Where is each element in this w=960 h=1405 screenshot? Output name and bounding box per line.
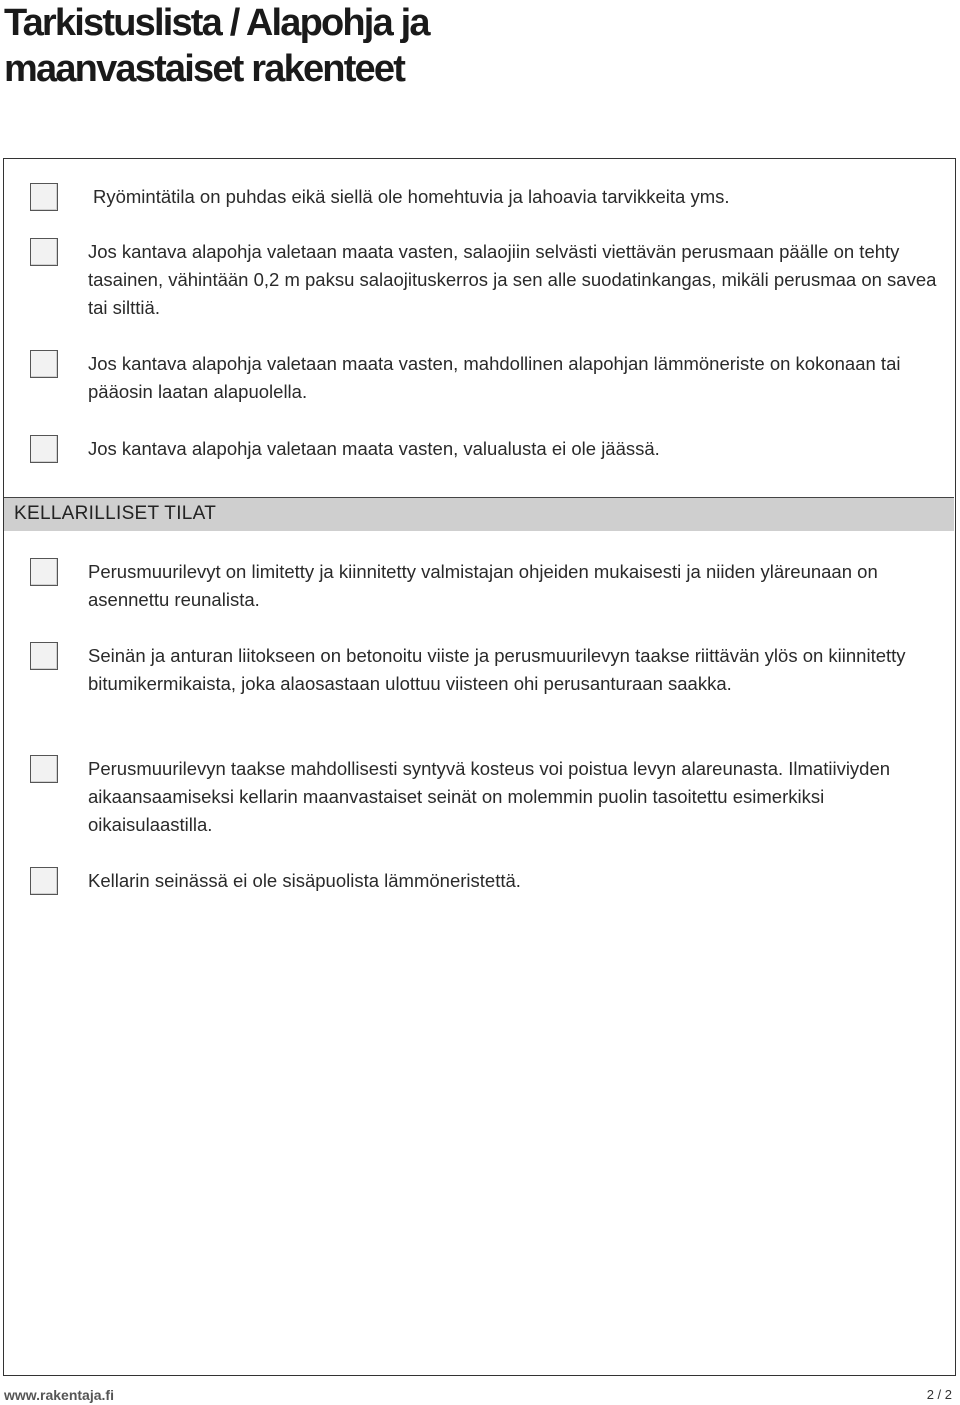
checklist-item-text: Perusmuurilevyt on limitetty ja kiinnitetty valmistajan ohjeiden mukaisesti ja niiden yläreunaan on asennettu reunalista. [88,561,878,610]
checkbox[interactable] [30,238,58,266]
checkbox[interactable] [30,183,58,211]
title-line-1: Tarkistuslista / Alapohja ja [4,2,429,44]
checklist-item-text: Perusmuurilevyn taakse mahdollisesti syntyvä kosteus voi poistua levyn alareunasta. Ilmatiiviyden aikaansaamiseksi kellarin maanvastaiset seinät on molemmin puolin tasoitettu esimerkiksi oikaisulaastilla. [88,758,891,835]
checklist-item-text: Kellarin seinässä ei ole sisäpuolista lämmöneristettä. [88,870,521,891]
page-number: 2 / 2 [926,1387,952,1402]
checklist-item-text: Jos kantava alapohja valetaan maata vasten, valualusta ei ole jäässä. [88,438,660,459]
checkbox[interactable] [30,350,58,378]
footer-website-link[interactable]: www.rakentaja.fi [4,1387,114,1403]
page-title [4,0,429,92]
checkbox[interactable] [30,558,58,586]
checklist-item-text: Jos kantava alapohja valetaan maata vasten, salaojiin selvästi viettävän perusmaan päälle on tehty tasainen, vähintään 0,2 m paksu salaojituskerros ja sen alle suodatinkangas, mikäli perusmaa on savea tai silttiä. [88,241,937,318]
section-title: KELLARILLISET TILAT [14,503,217,524]
checklist-item-text: Jos kantava alapohja valetaan maata vasten, mahdollinen alapohjan lämmöneriste on kokonaan tai pääosin laatan alapuolella. [88,353,901,402]
section-header-bar [4,497,954,531]
checkbox[interactable] [30,435,58,463]
title-line-2: maanvastaiset rakenteet [4,48,405,90]
checkbox[interactable] [30,867,58,895]
checklist-item-text: Seinän ja anturan liitokseen on betonoitu viiste ja perusmuurilevyn taakse riittävän ylös on kiinnitetty bitumikermikaista, joka alaosastaan ulottuu viisteen ohi perusanturaan saakka. [88,645,906,694]
checklist-item-text: Ryömintätila on puhdas eikä siellä ole homehtuvia ja lahoavia tarvikkeita yms. [93,186,730,207]
checkbox[interactable] [30,755,58,783]
checkbox[interactable] [30,642,58,670]
checklist-frame [3,158,956,1376]
